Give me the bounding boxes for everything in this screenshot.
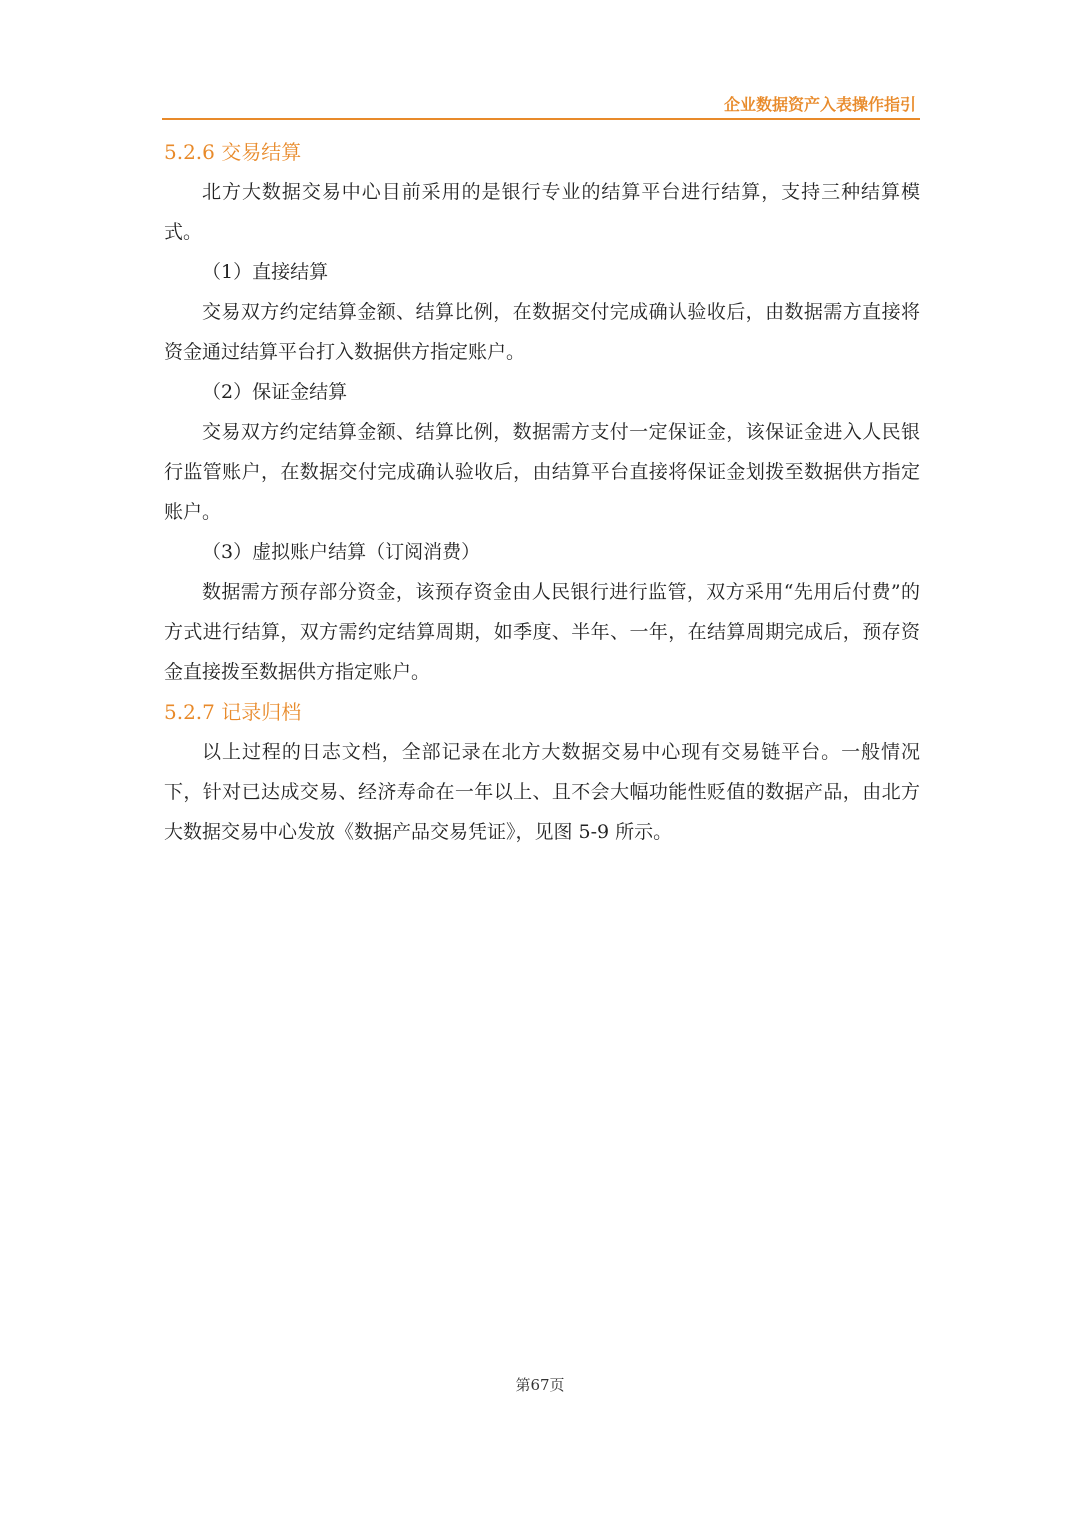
settlement-mode-label: （2）保证金结算 <box>202 381 348 403</box>
section-heading-5-2-6: 5.2.6 交易结算 <box>164 140 302 164</box>
section-heading-5-2-7: 5.2.7 记录归档 <box>164 700 302 724</box>
settlement-mode-label: （1）直接结算 <box>202 261 329 283</box>
section-intro-paragraph: 北方大数据交易中心目前采用的是银行专业的结算平台进行结算，支持三种结算模式。 <box>164 181 920 243</box>
document-body <box>164 132 920 852</box>
section-intro-paragraph: 以上过程的日志文档，全部记录在北方大数据交易中心现有交易链平台。一般情况下，针对已达成交易、经济寿命在一年以上、且不会大幅功能性贬值的数据产品，由北方大数据交易中心发放《数据产品交易凭证》，见图 5-9 所示。 <box>164 741 920 843</box>
page-number: 第67页 <box>515 1376 565 1394</box>
settlement-mode-description: 交易双方约定结算金额、结算比例，在数据交付完成确认验收后，由数据需方直接将资金通过结算平台打入数据供方指定账户。 <box>164 301 920 363</box>
settlement-mode-description: 数据需方预存部分资金，该预存资金由人民银行进行监管，双方采用“先用后付费”的方式进行结算，双方需约定结算周期，如季度、半年、一年，在结算周期完成后，预存资金直接拨至数据供方指定账户。 <box>164 581 920 683</box>
page-header <box>162 88 920 120</box>
header-title: 企业数据资产入表操作指引 <box>723 95 916 114</box>
settlement-mode-description: 交易双方约定结算金额、结算比例，数据需方支付一定保证金，该保证金进入人民银行监管账户，在数据交付完成确认验收后，由结算平台直接将保证金划拨至数据供方指定账户。 <box>164 421 920 523</box>
settlement-mode-label: （3）虚拟账户结算（订阅消费） <box>202 541 481 563</box>
